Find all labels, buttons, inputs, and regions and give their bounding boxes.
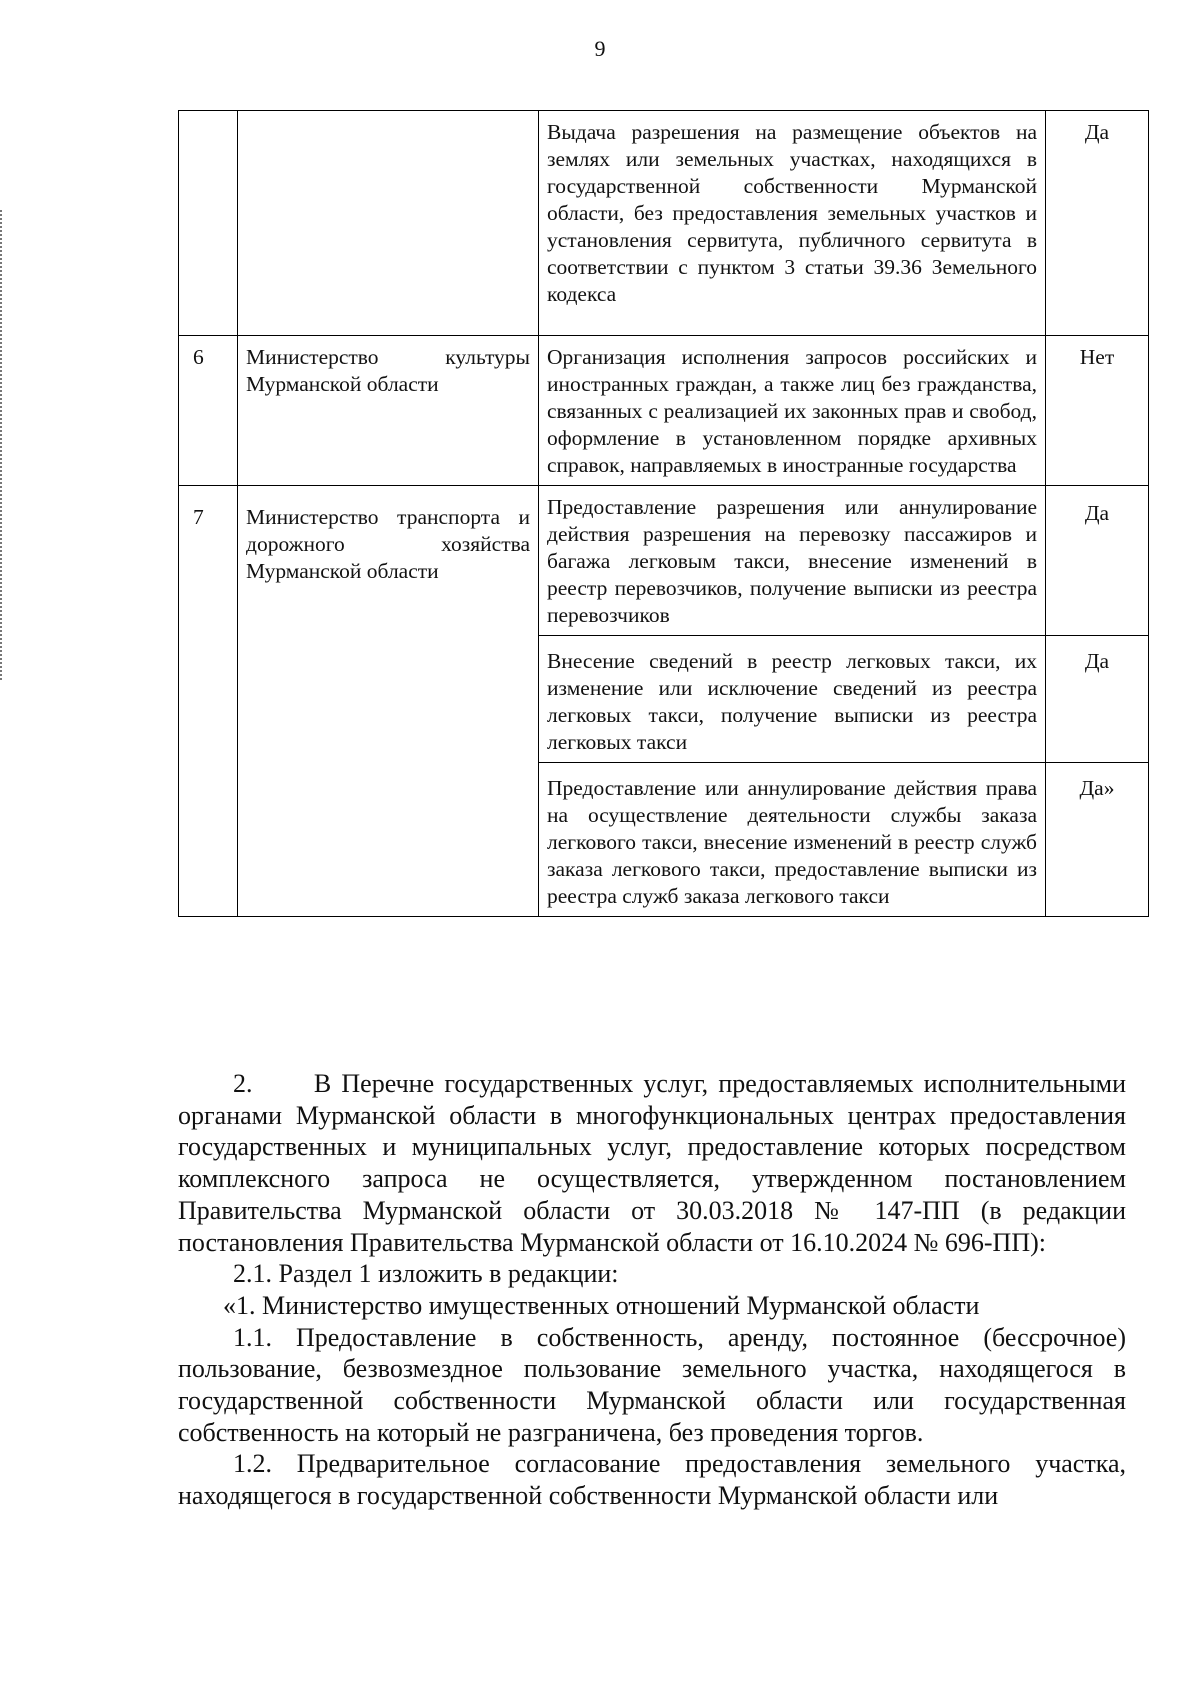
item-1-1: 1.1. Предоставление в собственность, аренду, постоянное (бессрочное) пользование, безвозмездное пользование земельного участка, находящегося в государственной собственности Мурманской области или государственная собственность на который не разграничена, без проведения торгов. [178, 1322, 1126, 1447]
service-cell: Выдача разрешения на размещение объектов на землях или земельных участках, находящихся в государственной собственности Мурманской области, без предоставления земельных участков и установления сервитута, публичного сервитута в соответствии с пунктом 3 статьи 39.36 Земельного кодекса [539, 111, 1046, 336]
answer-cell: Да [1046, 636, 1149, 763]
table-row [179, 486, 1149, 636]
row-number [179, 111, 238, 336]
answer-cell: Да [1046, 111, 1149, 336]
page-number: 9 [594, 36, 606, 61]
service-cell: Предоставление разрешения или аннулирование действия разрешения на перевозку пассажиров и багажа легковым такси, внесение изменений в реестр перевозчиков, получение выписки из реестра перевозчиков [539, 486, 1046, 636]
services-table [178, 110, 1149, 917]
organization-cell: Министерство культуры Мурманской области [238, 336, 539, 486]
document-body [178, 1068, 1126, 1512]
paragraph-2: 2. В Перечне государственных услуг, предоставляемых исполнительными органами Мурманской области в многофункциональных центрах предоставления государственных и муниципальных услуг, предоставление которых посредством комплексного запроса не осуществляется, утвержденном постановлением Правительства Мурманской области от 30.03.2018 № 147-ПП (в редакции постановления Правительства Мурманской области от 16.10.2024 № 696-ПП): [178, 1069, 1126, 1257]
service-cell: Организация исполнения запросов российских и иностранных граждан, а также лиц без гражданства, связанных с реализацией их законных прав и свобод, оформление в установленном порядке архивных справок, направляемых в иностранные государства [539, 336, 1046, 486]
item-1-2: 1.2. Предварительное согласование предоставления земельного участка, находящегося в государственной собственности Мурманской области или [178, 1449, 1126, 1511]
service-cell: Внесение сведений в реестр легковых такси, их изменение или исключение сведений из реестра легковых такси, получение выписки из реестра легковых такси [539, 636, 1046, 763]
row-number: 7 [179, 486, 238, 917]
section-1-heading: «1. Министерство имущественных отношений Мурманской области [223, 1290, 980, 1320]
organization-cell [238, 111, 539, 336]
answer-cell: Да» [1046, 763, 1149, 917]
organization-cell: Министерство транспорта и дорожного хозяйства Мурманской области [238, 486, 539, 917]
table-row [179, 336, 1149, 486]
answer-cell: Нет [1046, 336, 1149, 486]
service-cell: Предоставление или аннулирование действия права на осуществление деятельности службы заказа легкового такси, внесение изменений в реестр служб заказа легкового такси, предоставление выписки из реестра служб заказа легкового такси [539, 763, 1046, 917]
answer-cell: Да [1046, 486, 1149, 636]
paragraph-2-1: 2.1. Раздел 1 изложить в редакции: [233, 1259, 619, 1289]
row-number: 6 [179, 336, 238, 486]
scan-edge-marks [0, 210, 6, 680]
table-row [179, 111, 1149, 336]
